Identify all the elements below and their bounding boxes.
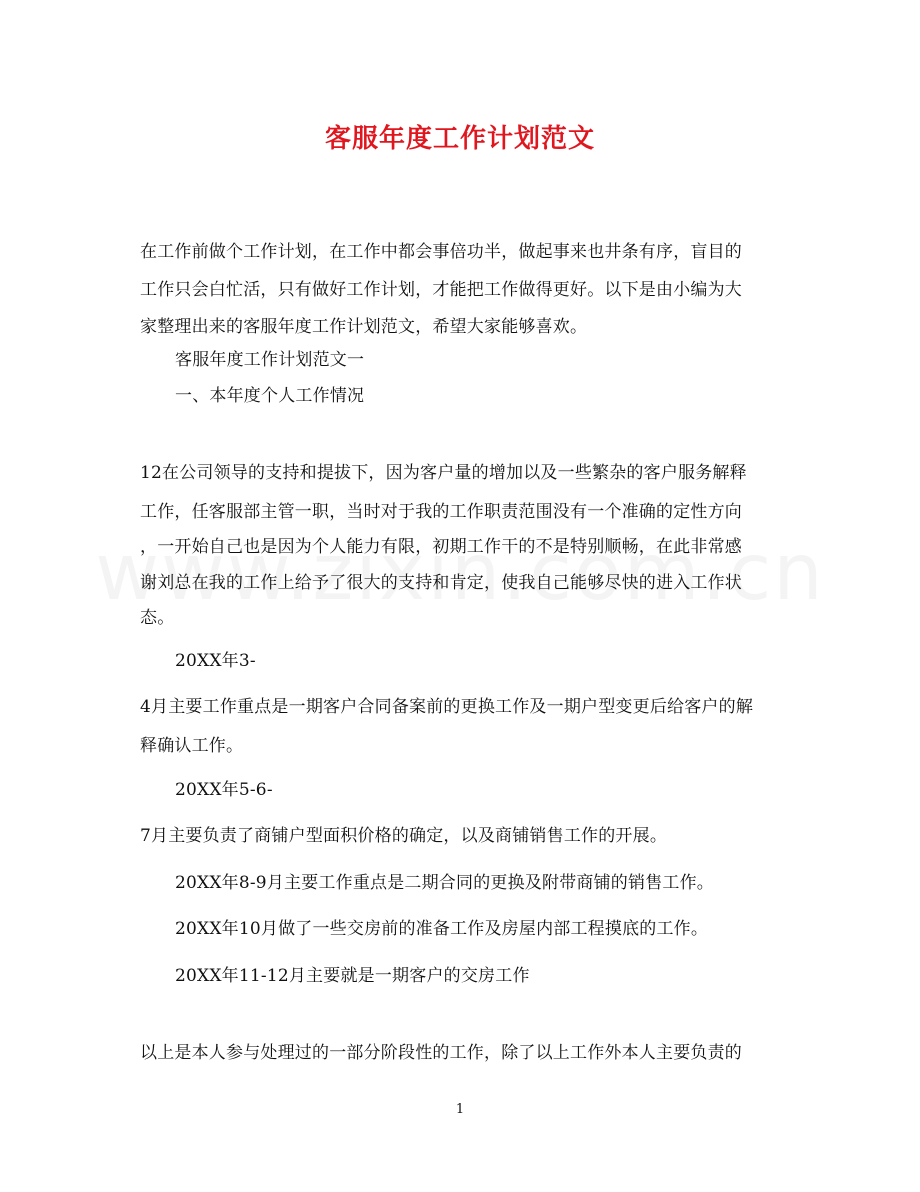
paragraph-line: ，一开始自己也是因为个人能力有限，初期工作干的不是特别顺畅，在此非常感 — [140, 537, 742, 557]
section-heading: 一、本年度个人工作情况 — [175, 386, 365, 406]
paragraph-line: 工作只会白忙活，只有做好工作计划，才能把工作做得更好。以下是由小编为大 — [140, 280, 742, 300]
paragraph-line: 工作，任客服部主管一职，当时对于我的工作职责范围没有一个准确的定性方向 — [140, 502, 742, 522]
document-title: 客服年度工作计划范文 — [324, 124, 595, 154]
paragraph-line: 20XX年8-9月主要工作重点是二期合同的更换及附带商铺的销售工作。 — [175, 873, 715, 893]
paragraph-line: 释确认工作。 — [140, 736, 244, 756]
paragraph-line: 20XX年11-12月主要就是一期客户的交房工作 — [175, 966, 530, 986]
paragraph-line: 在工作前做个工作计划，在工作中都会事倍功半，做起事来也井条有序，盲目的 — [140, 242, 742, 262]
paragraph-line: 以上是本人参与处理过的一部分阶段性的工作，除了以上工作外本人主要负责的 — [140, 1043, 742, 1063]
paragraph-line: 20XX年10月做了一些交房前的准备工作及房屋内部工程摸底的工作。 — [175, 919, 709, 939]
date-line: 20XX年3- — [175, 651, 256, 671]
paragraph-line: 家整理出来的客服年度工作计划范文，希望大家能够喜欢。 — [140, 317, 588, 337]
paragraph-line: 4月主要工作重点是一期客户合同备案前的更换工作及一期户型变更后给客户的解 — [140, 697, 754, 717]
date-line: 20XX年5-6- — [175, 780, 273, 800]
paragraph-line: 7月主要负责了商铺户型面积价格的确定，以及商铺销售工作的开展。 — [140, 826, 668, 846]
paragraph-line: 态。 — [140, 608, 175, 628]
paragraph-line: 谢刘总在我的工作上给予了很大的支持和肯定，使我自己能够尽快的进入工作状 — [140, 573, 742, 593]
page-number: 1 — [455, 1102, 465, 1117]
section-heading: 客服年度工作计划范文一 — [175, 350, 365, 370]
paragraph-line: 12在公司领导的支持和提拔下，因为客户量的增加以及一些繁杂的客户服务解释 — [140, 463, 747, 483]
